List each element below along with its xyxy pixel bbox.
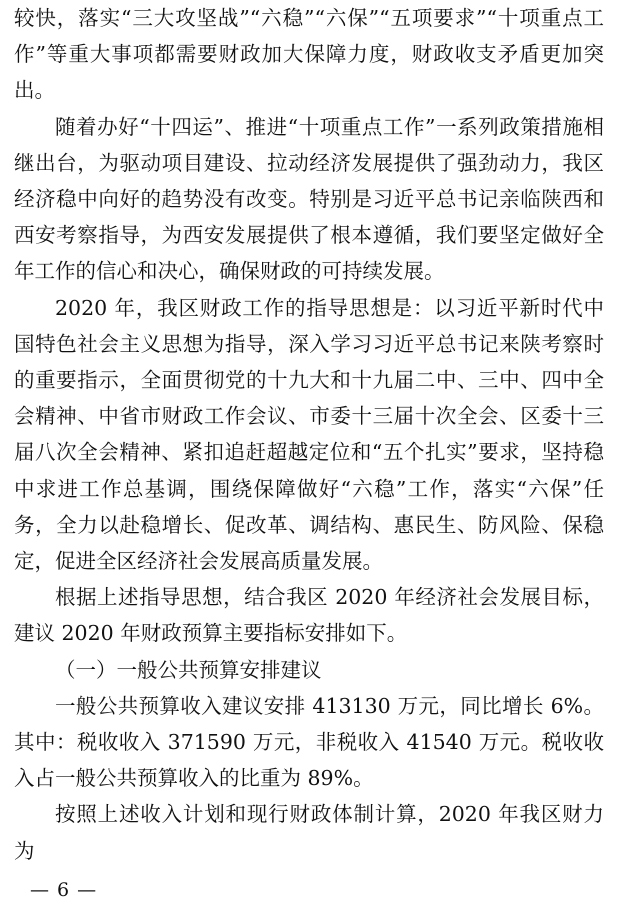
- paragraph-5: 一般公共预算收入建议安排 413130 万元，同比增长 6%。其中：税收收入 371590 万元，非税收入 41540 万元。税收收入占一般公共预算收入的比重为 89%。: [14, 693, 604, 791]
- section-heading: （一）一般公共预算安排建议: [55, 657, 322, 682]
- paragraph-2: 随着办好“十四运”、推进“十项重点工作”一系列政策措施相继出台，为驱动项目建设、拉动经济发展提供了强劲动力，我区经济稳中向好的趋势没有改变。特别是习近平总书记亲临陕西和西安考察指导，为西安发展提供了根本遵循，我们要坚定做好全年工作的信心和决心，确保财政的可持续发展。: [14, 114, 604, 284]
- paragraph-4: 根据上述指导思想，结合我区 2020 年经济社会发展目标，建议 2020 年财政预算主要指标安排如下。: [14, 585, 604, 646]
- paragraph-6: 按照上述收入计划和现行财政体制计算，2020 年我区财力为: [14, 802, 604, 863]
- document-page: [14, 0, 604, 869]
- page-number: — 6 —: [30, 879, 98, 901]
- paragraph-3: 2020 年，我区财政工作的指导思想是：以习近平新时代中国特色社会主义思想为指导，深入学习习近平总书记来陕考察时的重要指示，全面贯彻党的十九大和十九届二中、三中、四中全会精神、中省市财政工作会议、市委十三届十次全会、区委十三届八次全会精神、紧扣追赶超越定位和“五个扎实”要求，坚持稳中求进工作总基调，围绕保障做好“六稳”工作，落实“六保”任务，全力以赴稳增长、促改革、调结构、惠民生、防风险、保稳定，促进全区经济社会发展高质量发展。: [14, 295, 604, 574]
- paragraph-1: 较快，落实“三大攻坚战”“六稳”“六保”“五项要求”“十项重点工作”等重大事项都需要财政加大保障力度，财政收支矛盾更加突出。: [14, 6, 604, 103]
